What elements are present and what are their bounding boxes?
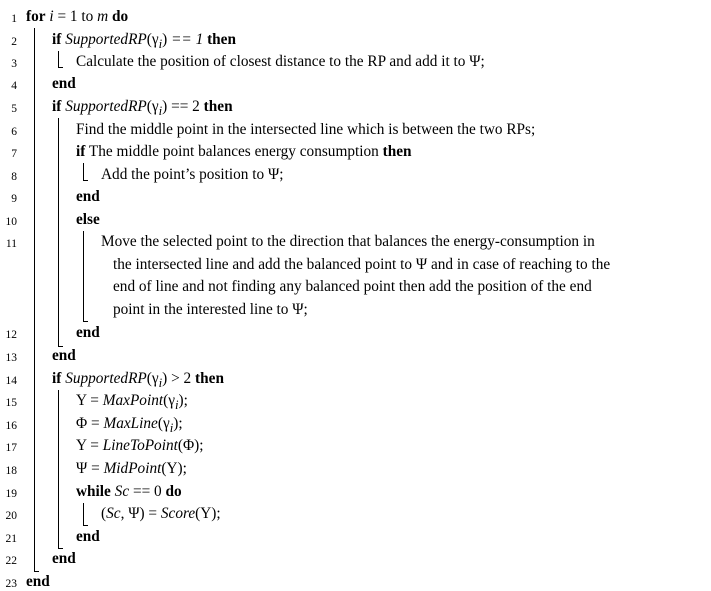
block-guide-tick bbox=[83, 321, 88, 322]
line-number: 10 bbox=[5, 216, 17, 228]
keyword-end: end bbox=[52, 550, 76, 567]
algorithm-line-2 bbox=[52, 31, 236, 52]
paren-open: ( bbox=[101, 505, 107, 522]
algorithm-line-20 bbox=[101, 505, 221, 523]
keyword-end: end bbox=[52, 347, 76, 364]
algorithm-line-6: Find the middle point in the intersected line which is between the two RPs; bbox=[76, 121, 536, 138]
block-guide-else bbox=[83, 231, 84, 321]
condition-text: The middle point balances energy consumption bbox=[88, 143, 379, 160]
algorithm-line-1 bbox=[26, 8, 128, 26]
line-number: 14 bbox=[5, 375, 17, 387]
keyword-if: if bbox=[52, 98, 62, 115]
condition: == 1 bbox=[167, 31, 204, 48]
subscript: i bbox=[158, 376, 163, 391]
condition: == 0 bbox=[129, 483, 166, 500]
keyword-end: end bbox=[76, 324, 100, 341]
block-guide-if4 bbox=[58, 390, 59, 548]
keyword-end: end bbox=[26, 573, 50, 590]
var-sc: Sc bbox=[106, 505, 121, 522]
algorithm-line-11-part-4: point in the interested line to Ψ; bbox=[113, 301, 308, 318]
keyword-while: while bbox=[76, 483, 111, 500]
algorithm-line-18 bbox=[76, 460, 187, 478]
algorithm-line-19 bbox=[76, 483, 182, 501]
line-number: 8 bbox=[11, 171, 17, 183]
line-number: 11 bbox=[5, 238, 17, 250]
keyword-then: then bbox=[382, 143, 412, 160]
line-number: 22 bbox=[5, 555, 17, 567]
function-arg: (γ bbox=[157, 415, 170, 432]
line-number: 1 bbox=[11, 13, 17, 25]
keyword-end: end bbox=[52, 75, 76, 92]
keyword-end: end bbox=[76, 188, 100, 205]
var-i: i bbox=[49, 8, 54, 25]
range-text: = 1 to bbox=[53, 8, 98, 25]
line-number: 7 bbox=[11, 148, 17, 160]
var-m: m bbox=[97, 8, 109, 25]
algorithm-line-8: Add the point’s position to Ψ; bbox=[101, 166, 284, 183]
line-number: 9 bbox=[11, 193, 17, 205]
line-number: 2 bbox=[11, 36, 17, 48]
algorithm-line-4 bbox=[52, 75, 76, 93]
keyword-do: do bbox=[112, 8, 129, 25]
block-guide-tick bbox=[34, 571, 39, 572]
block-guide-tick bbox=[83, 525, 88, 526]
assignment-lhs: Φ = bbox=[76, 415, 104, 432]
assignment-lhs: Υ = bbox=[76, 437, 103, 454]
line-number: 5 bbox=[11, 103, 17, 115]
algorithm-line-14 bbox=[52, 370, 224, 391]
algorithm-line-15 bbox=[76, 392, 188, 413]
function-arg: (γ bbox=[146, 31, 159, 48]
block-guide-while bbox=[83, 503, 84, 525]
algorithm-line-23 bbox=[26, 573, 50, 591]
function-close: ) bbox=[162, 98, 168, 115]
function-name: SupportedRP bbox=[65, 31, 147, 48]
keyword-if: if bbox=[76, 143, 86, 160]
subscript: i bbox=[174, 398, 179, 413]
line-number: 12 bbox=[5, 329, 17, 341]
function-name: MaxLine bbox=[103, 415, 158, 432]
function-rest: (Υ); bbox=[195, 505, 221, 522]
line-number: 3 bbox=[11, 58, 17, 70]
line-number: 15 bbox=[5, 397, 17, 409]
keyword-if: if bbox=[52, 370, 62, 387]
block-guide-for bbox=[34, 28, 35, 571]
block-guide-tick bbox=[58, 548, 63, 549]
function-name: SupportedRP bbox=[65, 98, 147, 115]
line-number: 21 bbox=[5, 533, 17, 545]
subscript: i bbox=[158, 104, 163, 119]
line-number: 17 bbox=[5, 442, 17, 454]
line-number: 16 bbox=[5, 420, 17, 432]
line-number: 6 bbox=[11, 126, 17, 138]
function-rest: (Υ); bbox=[161, 460, 187, 477]
assignment-lhs: Ψ = bbox=[76, 460, 104, 477]
block-guide-if3 bbox=[83, 163, 84, 180]
function-close: ); bbox=[178, 392, 188, 409]
line-number: 19 bbox=[5, 488, 17, 500]
line-number: 23 bbox=[5, 578, 17, 590]
keyword-then: then bbox=[207, 31, 236, 48]
keyword-do: do bbox=[165, 483, 182, 500]
function-arg: (γ bbox=[146, 370, 159, 387]
condition: == 2 bbox=[167, 98, 200, 115]
algorithm-line-16 bbox=[76, 415, 183, 436]
algorithm-line-5 bbox=[52, 98, 233, 119]
algorithm-line-21 bbox=[76, 528, 100, 546]
function-rest: (Φ); bbox=[177, 437, 204, 454]
algorithm-line-7 bbox=[76, 143, 412, 161]
block-guide-if1 bbox=[58, 51, 59, 67]
algorithm-line-17 bbox=[76, 437, 203, 455]
algorithm-line-13 bbox=[52, 347, 76, 365]
var-sc: Sc bbox=[114, 483, 130, 500]
algorithm-line-11-part-3: end of line and not finding any balanced point then add the position of the end bbox=[113, 278, 592, 295]
keyword-then: then bbox=[195, 370, 224, 387]
assignment-lhs-rest: , Ψ) = bbox=[120, 505, 161, 522]
line-number: 18 bbox=[5, 465, 17, 477]
assignment-lhs: Υ = bbox=[76, 392, 103, 409]
function-arg: (γ bbox=[163, 392, 175, 409]
function-name: SupportedRP bbox=[65, 370, 147, 387]
algorithm-line-9 bbox=[76, 188, 100, 206]
algorithm-line-10 bbox=[76, 211, 100, 229]
algorithm-line-11-part-1: Move the selected point to the direction that balances the energy-consumption in bbox=[101, 233, 595, 250]
keyword-else: else bbox=[76, 211, 100, 228]
block-guide-tick bbox=[58, 67, 63, 68]
condition: > 2 bbox=[167, 370, 192, 387]
subscript: i bbox=[158, 37, 163, 52]
algorithm-line-3: Calculate the position of closest distance to the RP and add it to Ψ; bbox=[76, 53, 485, 70]
line-number: 13 bbox=[5, 352, 17, 364]
keyword-for: for bbox=[26, 8, 46, 25]
function-name: MaxPoint bbox=[102, 392, 164, 409]
function-name: MidPoint bbox=[103, 460, 162, 477]
function-name: Score bbox=[160, 505, 196, 522]
function-close: ); bbox=[173, 415, 183, 432]
function-name: LineToPoint bbox=[102, 437, 178, 454]
algorithm-line-12 bbox=[76, 324, 100, 342]
block-guide-if2 bbox=[58, 118, 59, 346]
line-number: 4 bbox=[11, 80, 17, 92]
line-number: 20 bbox=[5, 510, 17, 522]
block-guide-tick bbox=[83, 180, 88, 181]
algorithm-line-22 bbox=[52, 550, 76, 568]
keyword-then: then bbox=[203, 98, 233, 115]
keyword-end: end bbox=[76, 528, 100, 545]
keyword-if: if bbox=[52, 31, 62, 48]
subscript: i bbox=[169, 421, 174, 436]
algorithm-line-11-part-2: the intersected line and add the balanced point to Ψ and in case of reaching to the bbox=[113, 256, 611, 273]
function-close: ) bbox=[162, 370, 168, 387]
function-close: ) bbox=[162, 31, 168, 48]
function-arg: (γ bbox=[146, 98, 159, 115]
